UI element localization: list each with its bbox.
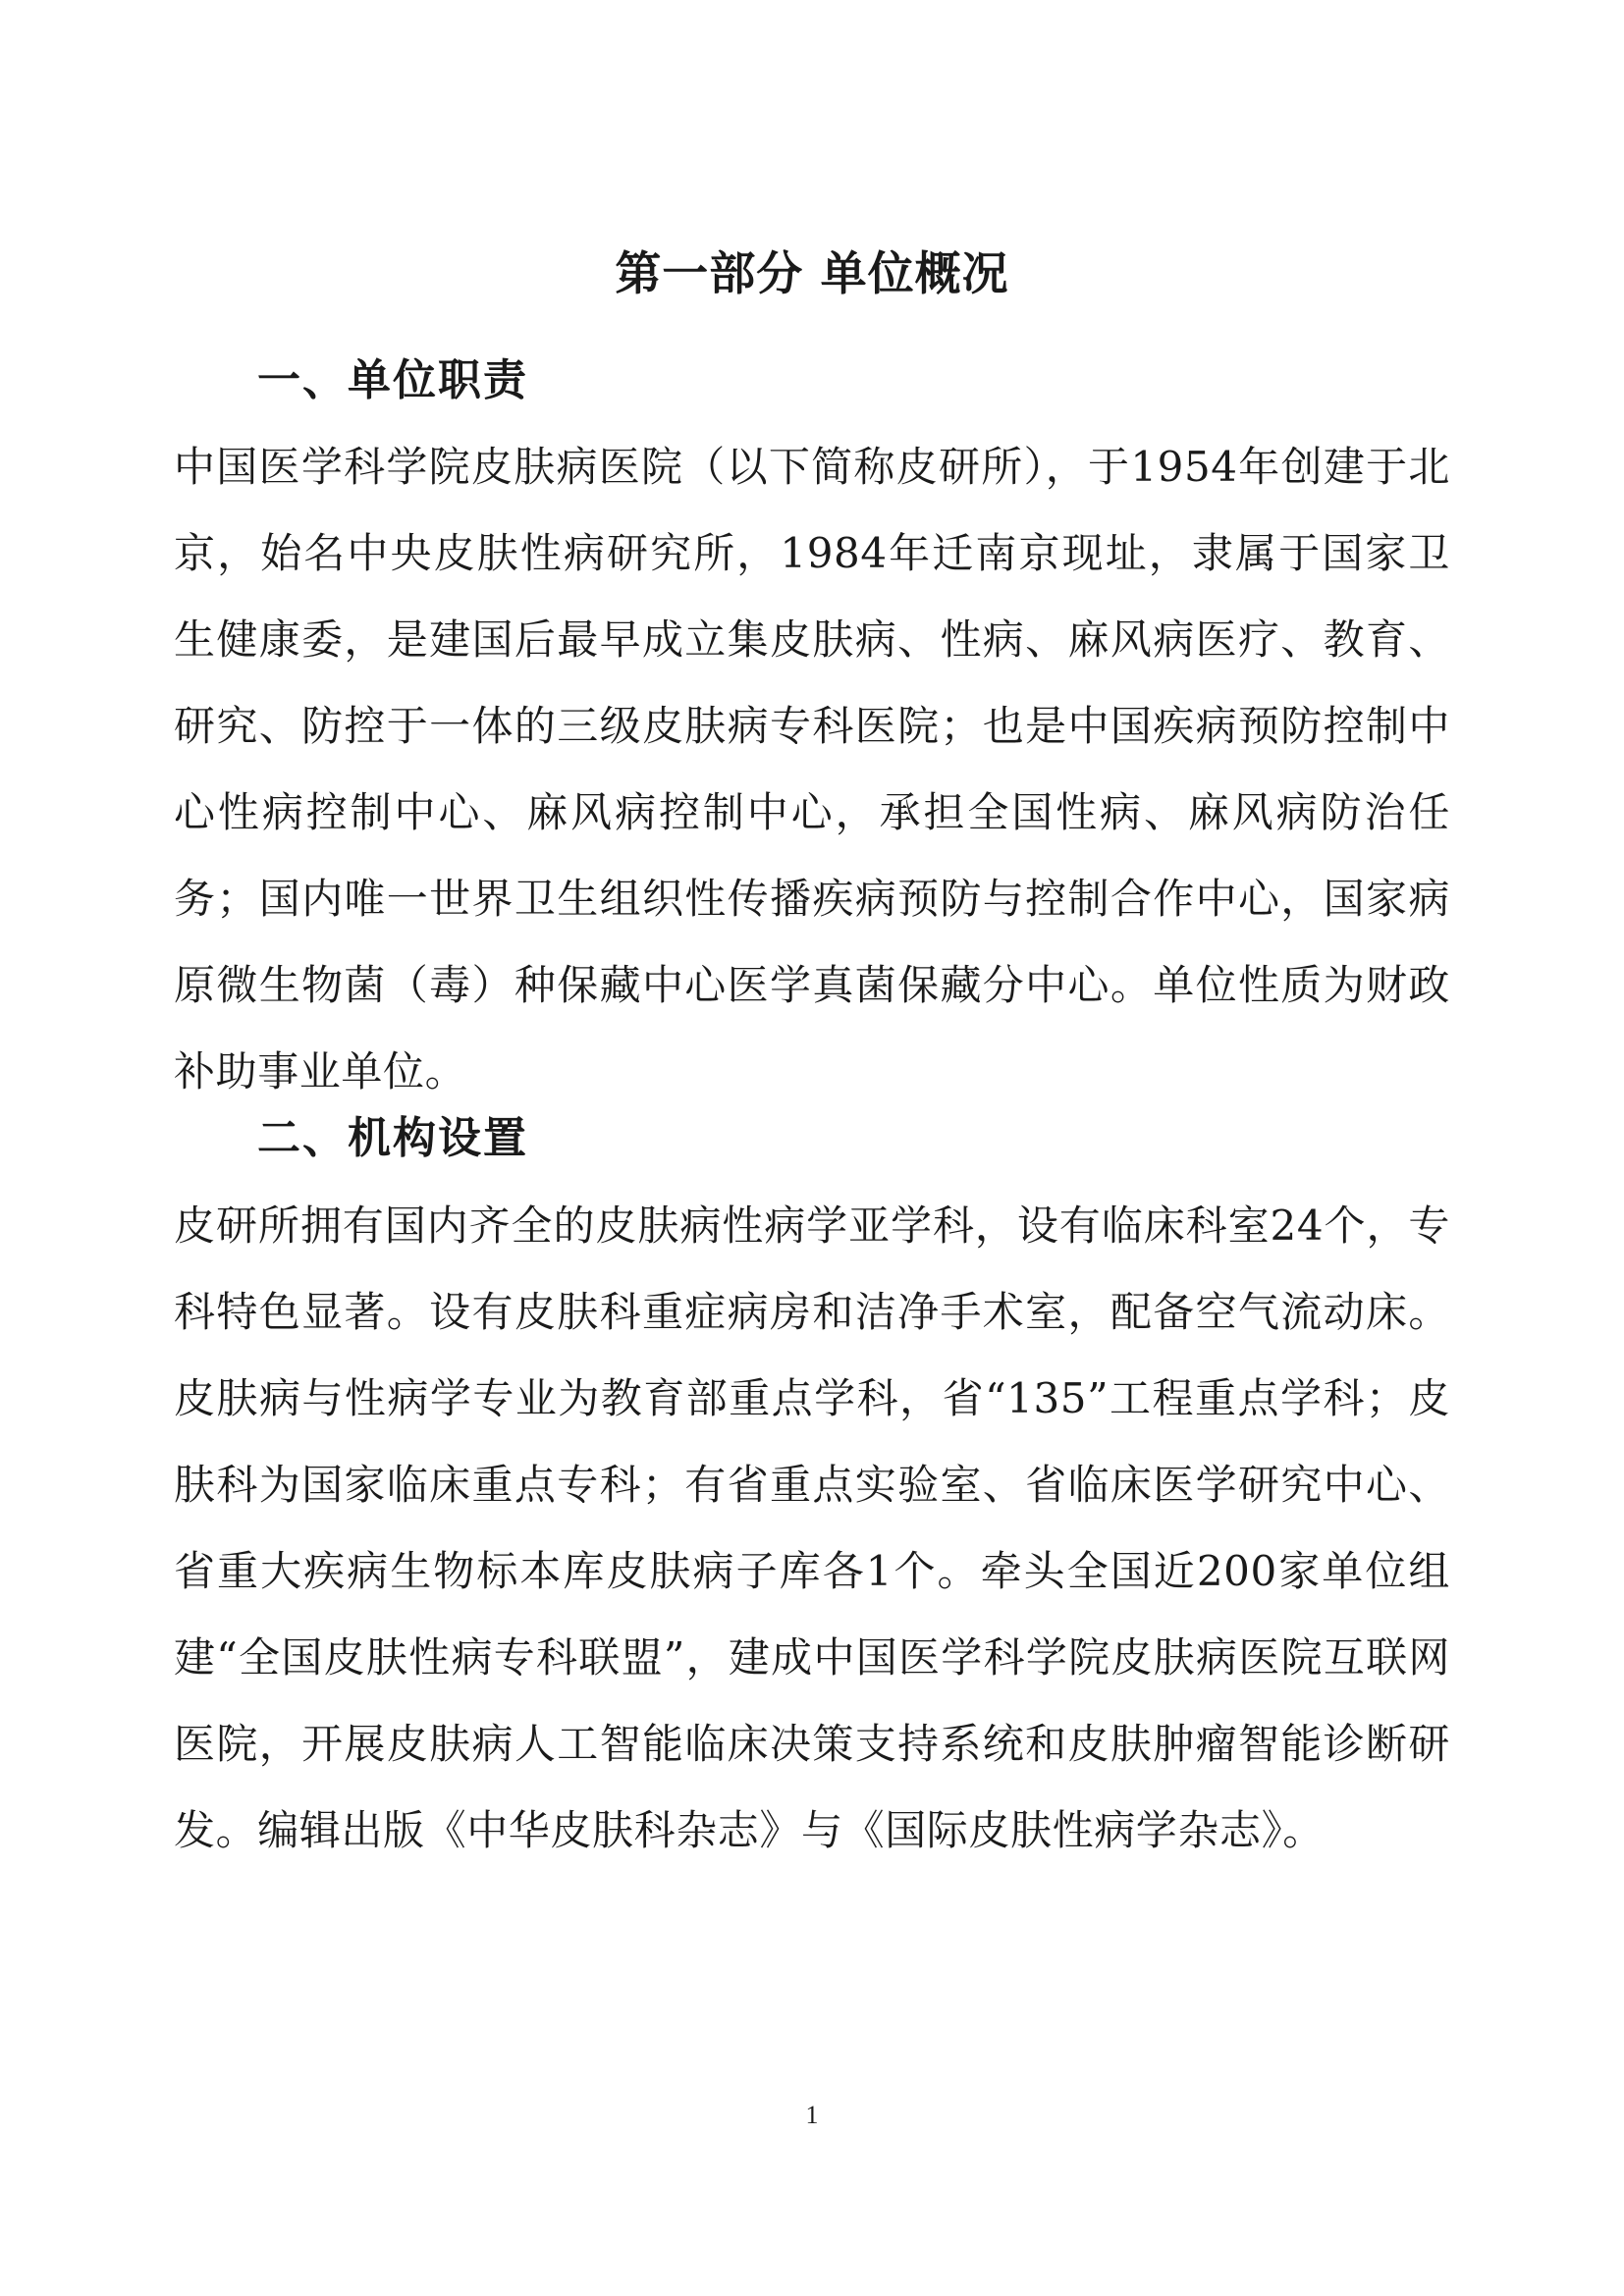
section-heading-responsibilities: 一、单位职责 [257, 355, 528, 405]
page-number: 1 [805, 2101, 819, 2129]
page-title: 第一部分 单位概况 [615, 247, 1009, 301]
paragraph-responsibilities: 中国医学科学院皮肤病医院（以下简称皮研所），于1954年创建于北京，始名中央皮肤性病研究所，1984年迁南京现址，隶属于国家卫生健康委，是建国后最早成立集皮肤病、性病、麻风病医疗、教育、研究、防控于一体的三级皮肤病专科医院；也是中国疾病预防控制中心性病控制中心、麻风病控制中心，承担全国性病、麻风病防治任务；国内唯一世界卫生组织性传播疾病预防与控制合作中心，国家病原微生物菌（毒）种保藏中心医学真菌保藏分中心。单位性质为财政补助事业单位。 [174, 443, 1450, 1095]
paragraph-organization: 皮研所拥有国内齐全的皮肤病性病学亚学科，设有临床科室24个，专科特色显著。设有皮肤科重症病房和洁净手术室，配备空气流动床。皮肤病与性病学专业为教育部重点学科，省“135”工程重点学科；皮肤科为国家临床重点专科；有省重点实验室、省临床医学研究中心、省重大疾病生物标本库皮肤病子库各1个。牵头全国近200家单位组建“全国皮肤性病专科联盟”，建成中国医学科学院皮肤病医院互联网医院，开展皮肤病人工智能临床决策支持系统和皮肤肿瘤智能诊断研发。编辑出版《中华皮肤科杂志》与《国际皮肤性病学杂志》。 [174, 1201, 1450, 1854]
section-heading-organization: 二、机构设置 [257, 1113, 528, 1163]
